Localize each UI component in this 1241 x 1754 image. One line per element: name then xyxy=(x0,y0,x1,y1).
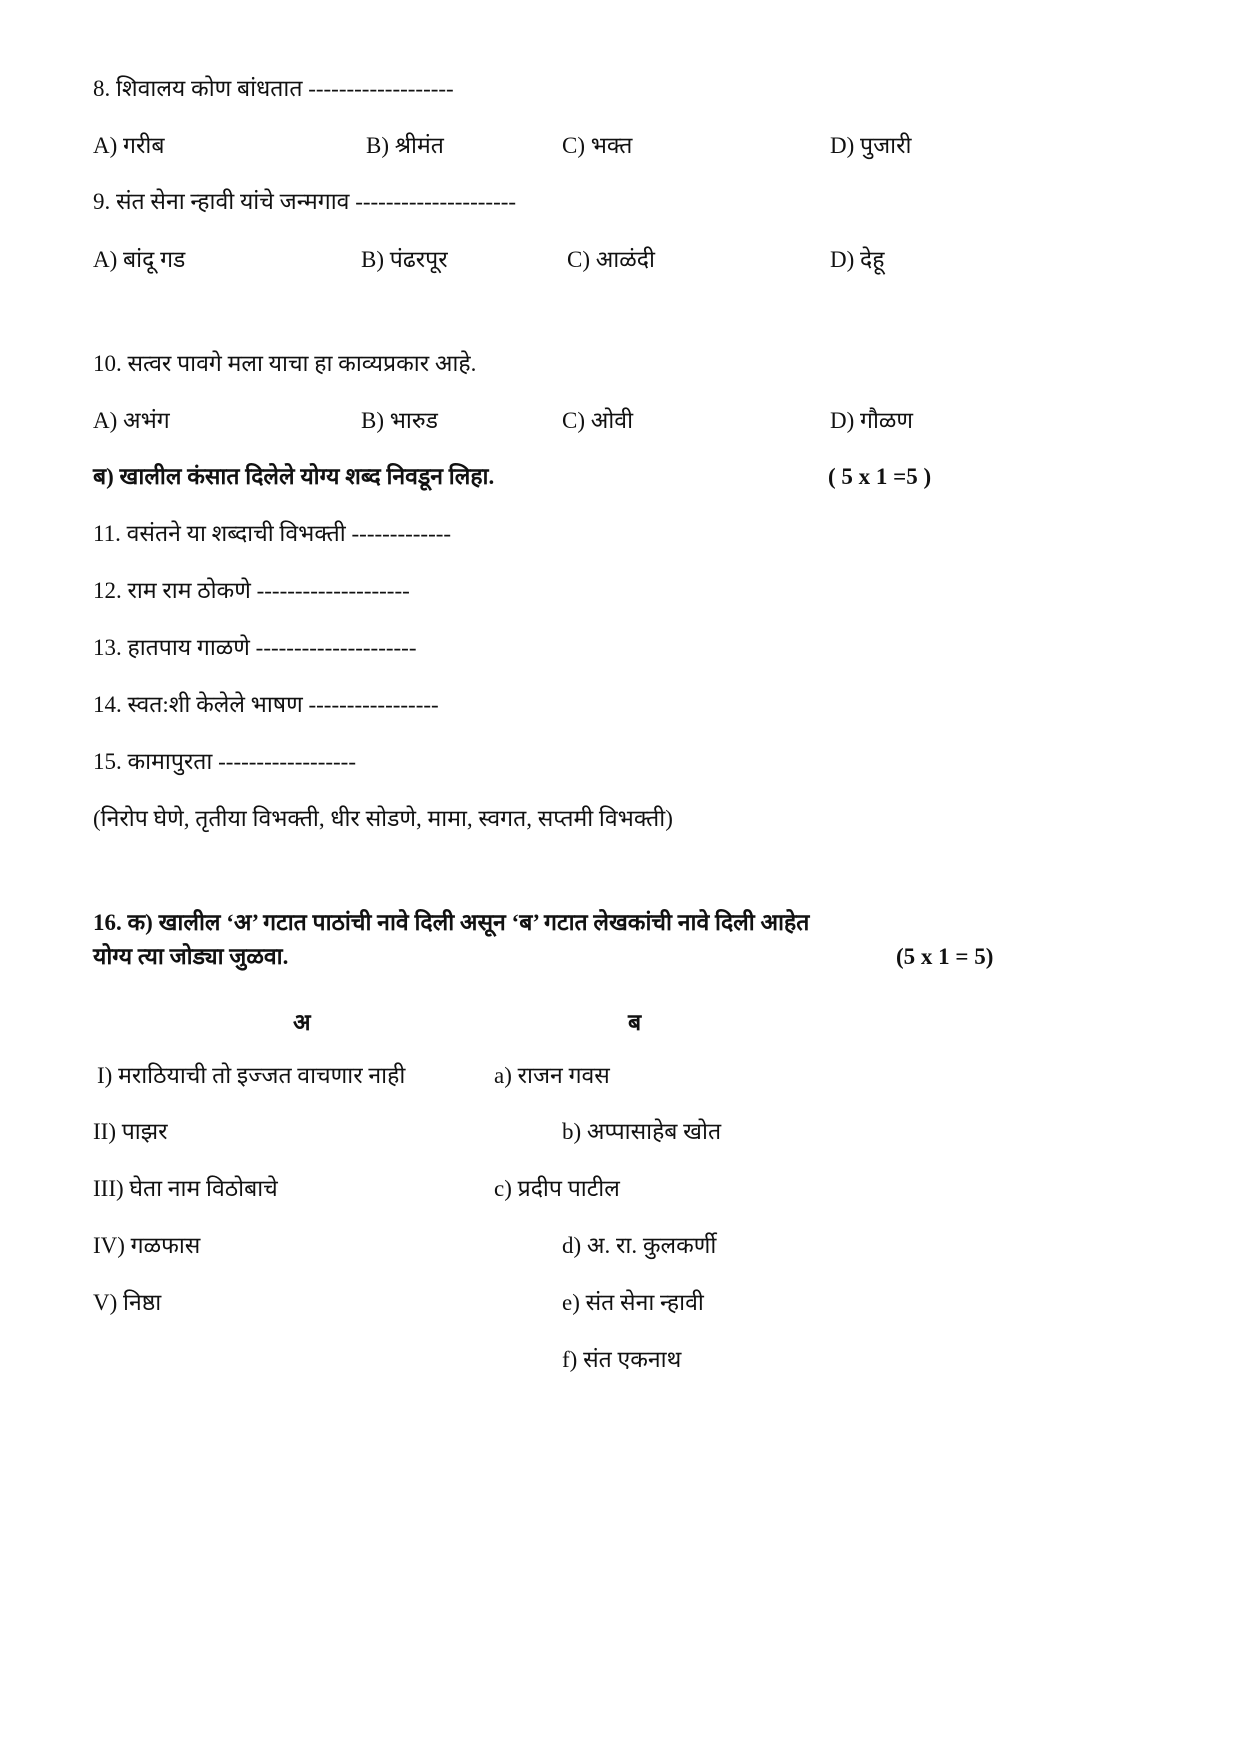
q10-option-a: A) अभंग xyxy=(93,408,170,433)
col-a-item-2: II) पाझर xyxy=(93,1119,168,1144)
q8-option-d: D) पुजारी xyxy=(830,133,912,158)
col-b-item-f: f) संत एकनाथ xyxy=(562,1347,682,1372)
col-b-item-c: c) प्रदीप पाटील xyxy=(494,1176,620,1201)
item-15: 15. कामापुरता ------------------ xyxy=(93,749,356,774)
q9-option-d: D) देहू xyxy=(830,247,885,272)
question-8-text: 8. शिवालय कोण बांधतात ------------------- xyxy=(93,76,454,101)
section-b-marks: ( 5 x 1 =5 ) xyxy=(828,464,932,489)
question-16-subheading: योग्य त्या जोड्या जुळवा. xyxy=(93,944,289,969)
q10-option-b: B) भारुड xyxy=(361,408,438,433)
q8-option-b: B) श्रीमंत xyxy=(366,133,444,158)
q9-option-a: A) बांदू गड xyxy=(93,247,186,272)
col-a-item-4: IV) गळफास xyxy=(93,1233,201,1258)
q10-option-c: C) ओवी xyxy=(562,408,634,433)
word-choices: (निरोप घेणे, तृतीया विभक्ती, धीर सोडणे, मामा, स्वगत, सप्तमी विभक्ती) xyxy=(93,806,673,831)
item-11: 11. वसंतने या शब्दाची विभक्ती ------------- xyxy=(93,521,452,546)
section-b-heading: ब) खालील कंसात दिलेले योग्य शब्द निवडून लिहा. xyxy=(93,464,495,489)
question-16-marks: (5 x 1 = 5) xyxy=(896,944,994,969)
item-12: 12. राम राम ठोकणे -------------------- xyxy=(93,578,410,603)
q9-option-c: C) आळंदी xyxy=(567,247,655,272)
col-b-item-b: b) अप्पासाहेब खोत xyxy=(562,1119,722,1144)
col-a-item-3: III) घेता नाम विठोबाचे xyxy=(93,1176,278,1201)
col-b-item-a: a) राजन गवस xyxy=(494,1063,610,1088)
column-a-header: अ xyxy=(293,1010,311,1035)
item-14: 14. स्वत:शी केलेले भाषण ----------------- xyxy=(93,692,439,717)
item-13: 13. हातपाय गाळणे --------------------- xyxy=(93,635,417,660)
col-a-item-1: I) मराठियाची तो इज्जत वाचणार नाही xyxy=(97,1063,406,1088)
q8-option-a: A) गरीब xyxy=(93,133,165,158)
question-10-text: 10. सत्वर पावगे मला याचा हा काव्यप्रकार आहे. xyxy=(93,351,477,376)
question-16-heading: 16. क) खालील ‘अ’ गटात पाठांची नावे दिली असून ‘ब’ गटात लेखकांची नावे दिली आहेत xyxy=(93,910,810,935)
column-b-header: ब xyxy=(628,1010,642,1035)
col-b-item-e: e) संत सेना न्हावी xyxy=(562,1290,704,1315)
q10-option-d: D) गौळण xyxy=(830,408,914,433)
col-b-item-d: d) अ. रा. कुलकर्णी xyxy=(562,1233,717,1258)
question-9-text: 9. संत सेना न्हावी यांचे जन्मगाव --------------------- xyxy=(93,189,517,214)
q9-option-b: B) पंढरपूर xyxy=(361,247,448,272)
q8-option-c: C) भक्त xyxy=(562,133,633,158)
col-a-item-5: V) निष्ठा xyxy=(93,1290,162,1315)
